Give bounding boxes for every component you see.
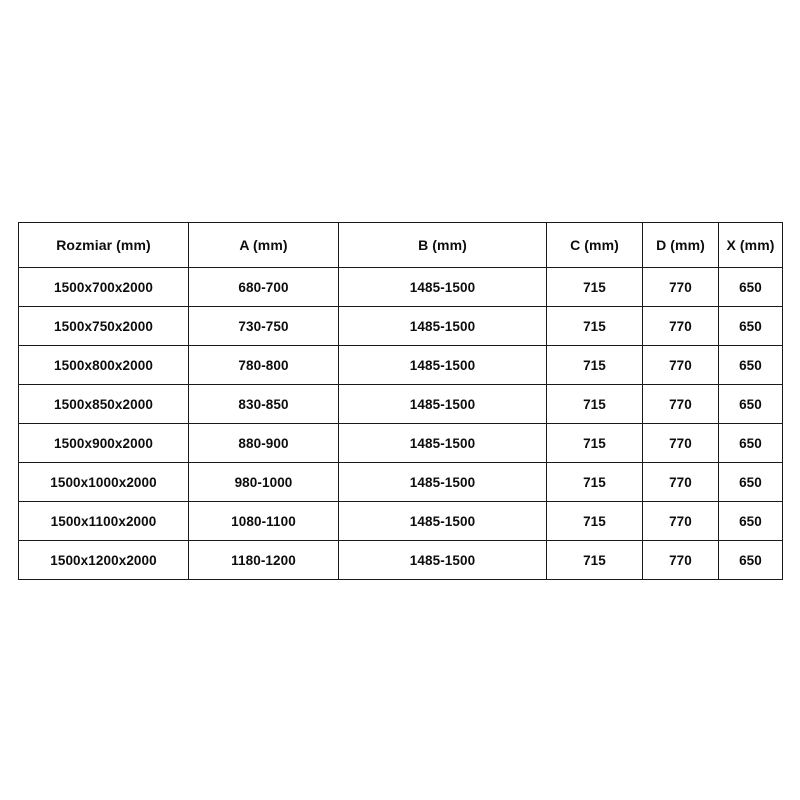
cell-d: 770 (643, 346, 719, 385)
cell-b: 1485-1500 (339, 385, 547, 424)
table-row (19, 424, 783, 463)
column-header-c: C (mm) (547, 223, 643, 268)
cell-x: 650 (719, 502, 783, 541)
cell-a: 980-1000 (189, 463, 339, 502)
table-row (19, 463, 783, 502)
table-header (19, 223, 783, 268)
cell-rozmiar: 1500x700x2000 (19, 268, 189, 307)
cell-b: 1485-1500 (339, 424, 547, 463)
cell-rozmiar: 1500x850x2000 (19, 385, 189, 424)
cell-c: 715 (547, 541, 643, 580)
cell-a: 730-750 (189, 307, 339, 346)
cell-a: 880-900 (189, 424, 339, 463)
cell-b: 1485-1500 (339, 463, 547, 502)
cell-d: 770 (643, 424, 719, 463)
table-row (19, 307, 783, 346)
cell-a: 1080-1100 (189, 502, 339, 541)
table-header-row (19, 223, 783, 268)
cell-x: 650 (719, 268, 783, 307)
cell-rozmiar: 1500x800x2000 (19, 346, 189, 385)
cell-d: 770 (643, 268, 719, 307)
cell-c: 715 (547, 346, 643, 385)
cell-d: 770 (643, 385, 719, 424)
cell-d: 770 (643, 541, 719, 580)
cell-rozmiar: 1500x1200x2000 (19, 541, 189, 580)
cell-x: 650 (719, 307, 783, 346)
cell-c: 715 (547, 463, 643, 502)
column-header-a: A (mm) (189, 223, 339, 268)
column-header-rozmiar: Rozmiar (mm) (19, 223, 189, 268)
cell-x: 650 (719, 346, 783, 385)
cell-rozmiar: 1500x750x2000 (19, 307, 189, 346)
cell-a: 830-850 (189, 385, 339, 424)
cell-a: 680-700 (189, 268, 339, 307)
column-header-x: X (mm) (719, 223, 783, 268)
cell-b: 1485-1500 (339, 268, 547, 307)
cell-c: 715 (547, 385, 643, 424)
cell-c: 715 (547, 307, 643, 346)
size-table (18, 222, 783, 580)
table-row (19, 541, 783, 580)
cell-d: 770 (643, 307, 719, 346)
cell-b: 1485-1500 (339, 346, 547, 385)
cell-c: 715 (547, 424, 643, 463)
table-row (19, 268, 783, 307)
cell-rozmiar: 1500x900x2000 (19, 424, 189, 463)
size-table-container (18, 222, 782, 580)
table-row (19, 346, 783, 385)
cell-b: 1485-1500 (339, 541, 547, 580)
cell-d: 770 (643, 502, 719, 541)
cell-x: 650 (719, 463, 783, 502)
cell-d: 770 (643, 463, 719, 502)
table-body (19, 268, 783, 580)
cell-b: 1485-1500 (339, 307, 547, 346)
cell-c: 715 (547, 268, 643, 307)
cell-a: 780-800 (189, 346, 339, 385)
column-header-d: D (mm) (643, 223, 719, 268)
cell-x: 650 (719, 424, 783, 463)
cell-x: 650 (719, 385, 783, 424)
table-row (19, 502, 783, 541)
cell-a: 1180-1200 (189, 541, 339, 580)
cell-rozmiar: 1500x1000x2000 (19, 463, 189, 502)
cell-c: 715 (547, 502, 643, 541)
cell-rozmiar: 1500x1100x2000 (19, 502, 189, 541)
cell-x: 650 (719, 541, 783, 580)
cell-b: 1485-1500 (339, 502, 547, 541)
column-header-b: B (mm) (339, 223, 547, 268)
table-row (19, 385, 783, 424)
